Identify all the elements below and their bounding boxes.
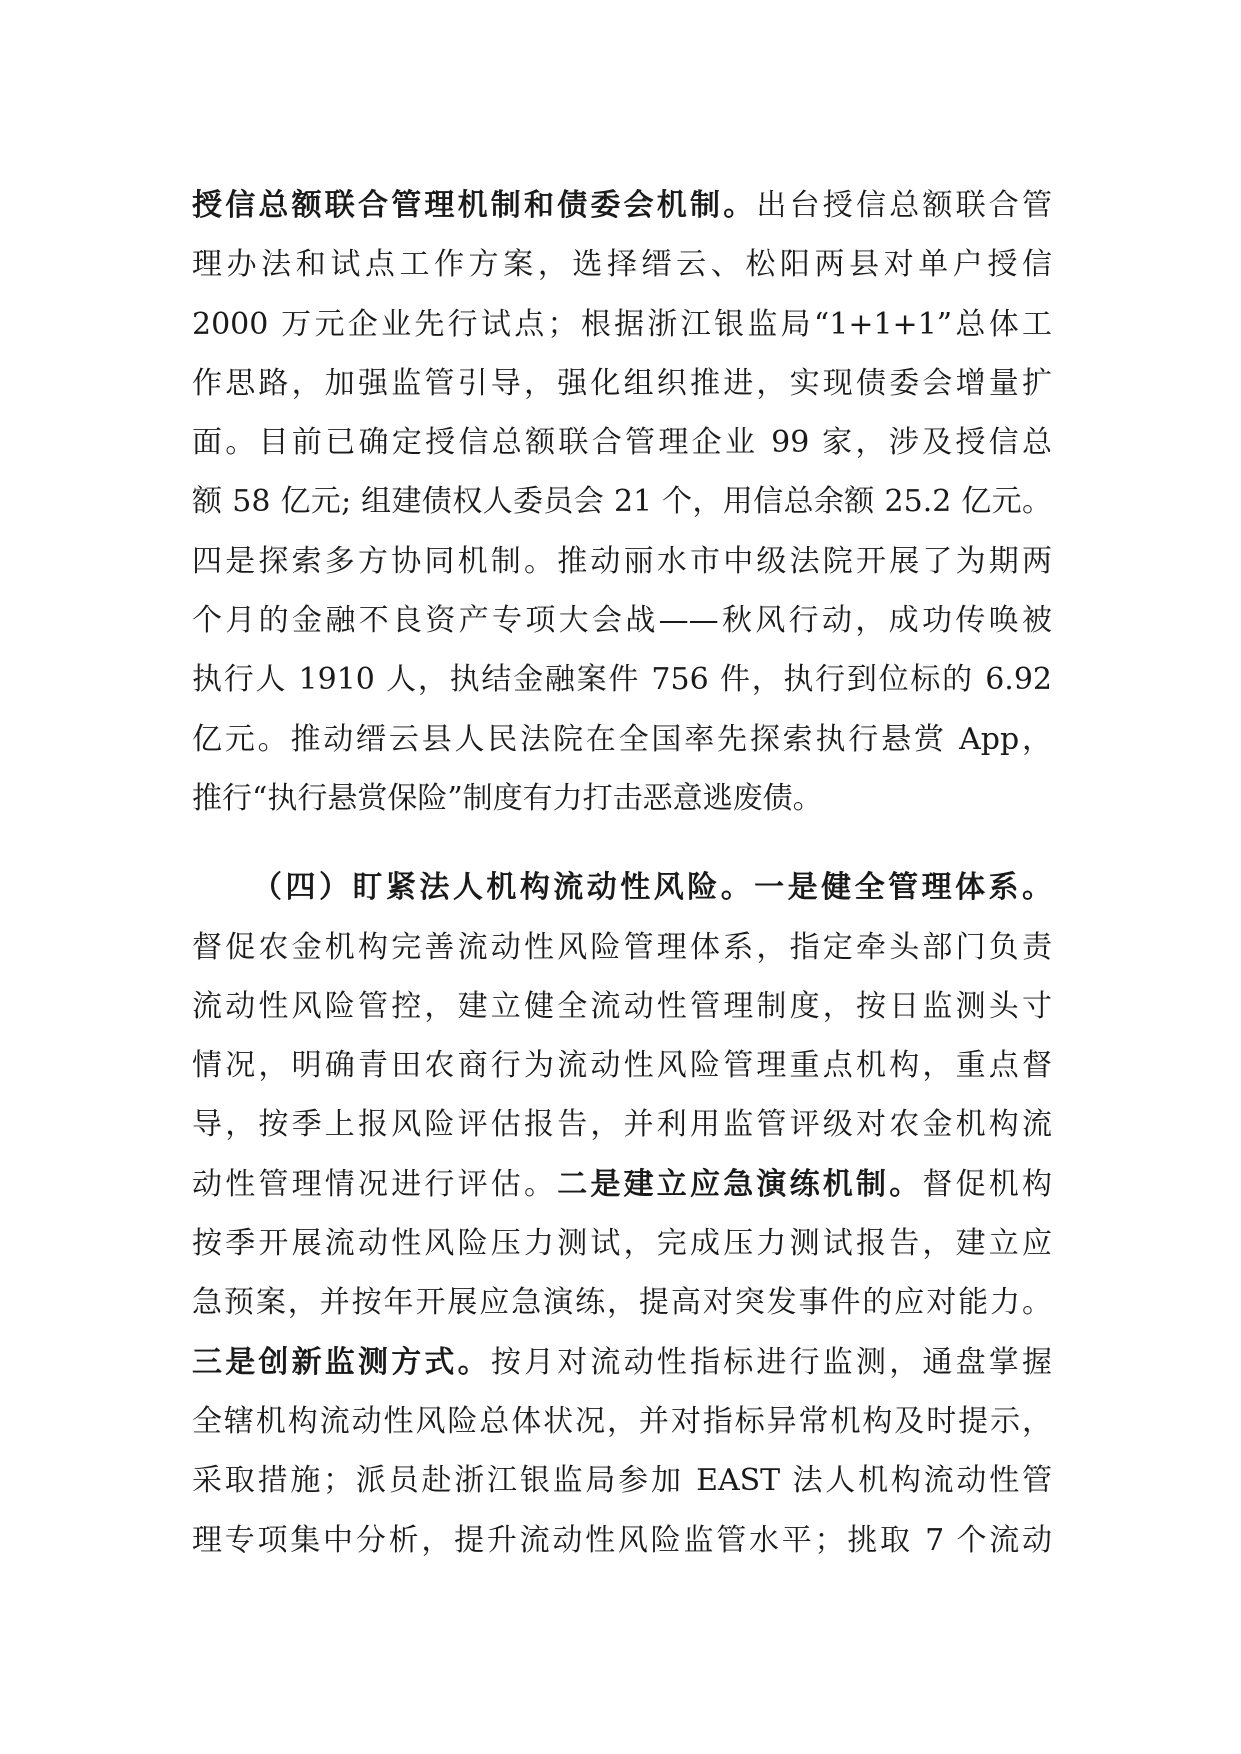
bold-run: 二是建立应急演练机制。 <box>557 1166 923 1202</box>
paragraph-1-line: 作思路，加强监管引导，强化组织推进，实现债委会增量扩 <box>192 365 1052 401</box>
text-run: 督促机构 <box>922 1166 1053 1202</box>
bold-run: 授信总额联合管理机制和债委会机制。 <box>192 188 757 223</box>
paragraph-1-line: 额 58 亿元; 组建债权人委员会 21 个，用信总余额 25.2 亿元。 <box>192 484 1052 520</box>
paragraph-1-line: 亿元。推动缙云县人民法院在全国率先探索执行悬赏 App， <box>192 721 1052 757</box>
paragraph-2-line: 督促农金机构完善流动性风险管理体系，指定牵头部门负责 <box>192 929 1052 965</box>
bold-run: 三是创新监测方式。 <box>192 1344 491 1380</box>
paragraph-2-line: 采取措施；派员赴浙江银监局参加 EAST 法人机构流动性管 <box>192 1463 1052 1499</box>
paragraph-1-line: 理办法和试点工作方案，选择缙云、松阳两县对单户授信 <box>192 247 1052 283</box>
paragraph-1-line <box>192 176 1052 235</box>
paragraph-1-line: 推行“执行悬赏保险”制度有力打击恶意逃废债。 <box>192 780 823 816</box>
paragraph-2-line: 导，按季上报风险评估报告，并利用监管评级对农金机构流 <box>192 1107 1052 1143</box>
paragraph-1-line: 个月的金融不良资产专项大会战——秋风行动，成功传唤被 <box>192 603 1052 639</box>
text-run: 出台授信总额联合管 <box>756 188 1053 223</box>
paragraph-2-line: 全辖机构流动性风险总体状况，并对指标异常机构及时提示， <box>192 1403 1052 1439</box>
paragraph-2-line <box>192 1155 1052 1214</box>
paragraph-1-line: 执行人 1910 人，执结金融案件 756 件，执行到位标的 6.92 <box>192 662 1052 698</box>
section-heading: （四）盯紧法人机构流动性风险。一是健全管理体系。 <box>252 870 1052 906</box>
paragraph-2-line: 按季开展流动性风险压力测试，完成压力测试报告，建立应 <box>192 1226 1052 1262</box>
paragraph-1-line: 面。目前已确定授信总额联合管理企业 99 家，涉及授信总 <box>192 425 1052 461</box>
text-run: 动性管理情况进行评估。 <box>192 1166 558 1202</box>
paragraph-2-line: 情况，明确青田农商行为流动性风险管理重点机构，重点督 <box>192 1048 1052 1084</box>
body-text <box>192 176 1052 1570</box>
paragraph-1-line: 2000 万元企业先行试点；根据浙江银监局“1+1+1”总体工 <box>192 306 1052 342</box>
paragraph-2-line: 理专项集中分析，提升流动性风险监管水平；挑取 7 个流动 <box>192 1522 1052 1558</box>
paragraph-gap <box>192 828 1052 858</box>
paragraph-2-line: 急预案，并按年开展应急演练，提高对突发事件的应对能力。 <box>192 1285 1052 1321</box>
paragraph-2-line <box>192 1333 1052 1392</box>
paragraph-2-line: 流动性风险管控，建立健全流动性管理制度，按日监测头寸 <box>192 988 1052 1024</box>
paragraph-1-line: 四是探索多方协同机制。推动丽水市中级法院开展了为期两 <box>192 543 1052 579</box>
text-run: 按月对流动性指标进行监测，通盘掌握 <box>490 1344 1053 1380</box>
